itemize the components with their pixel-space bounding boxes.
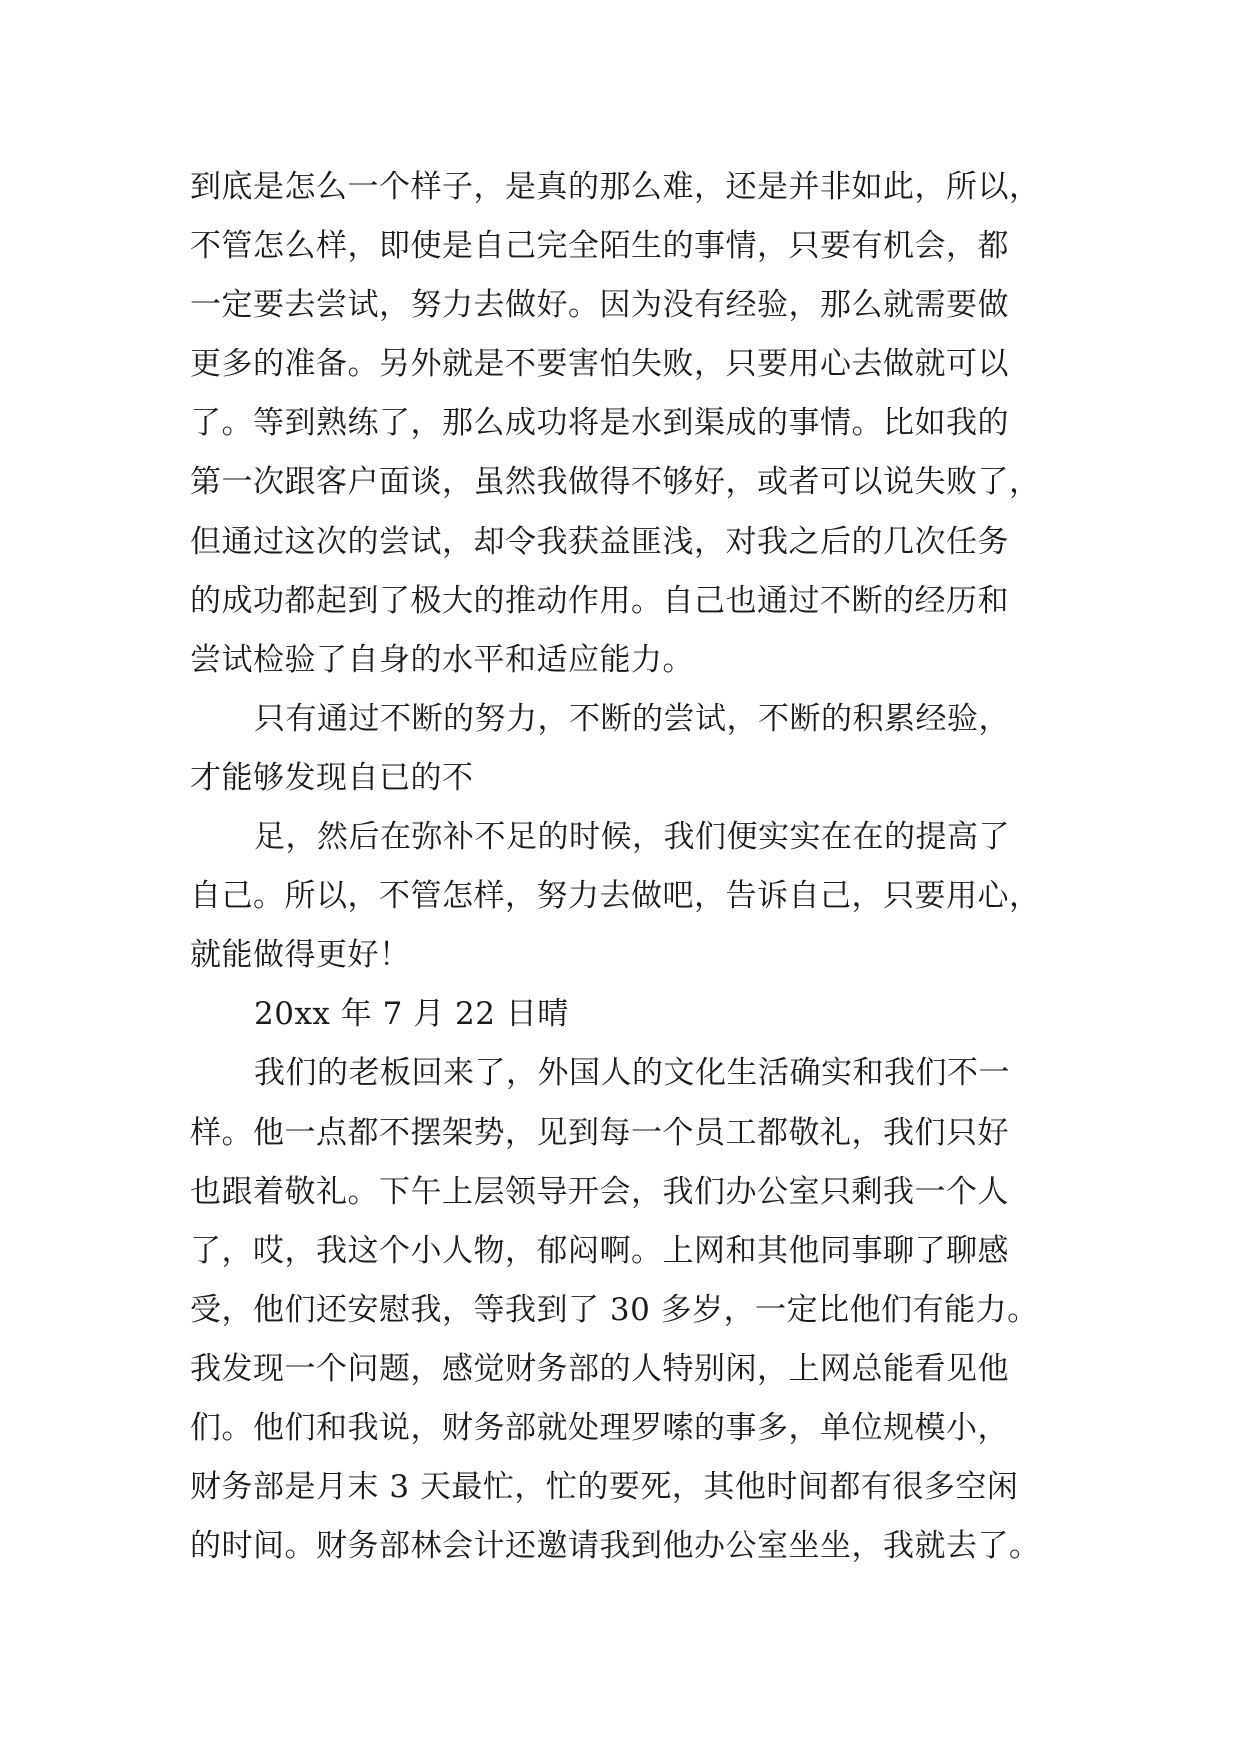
paragraph-first-line: 只有通过不断的努力，不断的尝试，不断的积累经验， <box>254 700 1010 737</box>
text-line: 第一次跟客户面谈，虽然我做得不够好，或者可以说失败了， <box>190 464 1041 501</box>
paragraph-first-line: 足，然后在弥补不足的时候，我们便实实在在的提高了 <box>254 819 1010 856</box>
text-line: 受，他们还安慰我，等我到了 30 多岁，一定比他们有能力。 <box>190 1291 1039 1328</box>
text-line: 更多的准备。另外就是不要害怕失败，只要用心去做就可以 <box>190 346 1009 383</box>
paragraph-first-line: 我们的老板回来了，外国人的文化生活确实和我们不一 <box>254 1055 1010 1092</box>
diary-date-line: 20xx 年 7 月 22 日晴 <box>254 996 569 1033</box>
text-line: 的成功都起到了极大的推动作用。自己也通过不断的经历和 <box>190 582 1009 619</box>
text-line: 了。等到熟练了，那么成功将是水到渠成的事情。比如我的 <box>190 405 1009 442</box>
text-line: 尝试检验了自身的水平和适应能力。 <box>190 641 694 678</box>
text-line: 但通过这次的尝试，却令我获益匪浅，对我之后的几次任务 <box>190 523 1009 560</box>
text-line: 到底是怎么一个样子，是真的那么难，还是并非如此，所以， <box>190 169 1041 205</box>
text-line: 我发现一个问题，感觉财务部的人特别闲，上网总能看见他 <box>190 1350 1009 1387</box>
text-line: 自己。所以，不管怎样，努力去做吧，告诉自己，只要用心， <box>190 878 1041 915</box>
text-line: 样。他一点都不摆架势，见到每一个员工都敬礼，我们只好 <box>190 1114 1009 1151</box>
text-line: 不管怎么样，即使是自己完全陌生的事情，只要有机会，都 <box>190 228 1009 265</box>
document-body <box>190 158 1070 1576</box>
text-line: 就能做得更好！ <box>190 937 411 974</box>
text-line: 们。他们和我说，财务部就处理罗嗦的事多，单位规模小， <box>190 1409 1009 1446</box>
text-line: 才能够发现自已的不 <box>190 759 474 796</box>
text-line: 的时间。财务部林会计还邀请我到他办公室坐坐，我就去了。 <box>190 1528 1041 1565</box>
text-line: 也跟着敬礼。下午上层领导开会，我们办公室只剩我一个人 <box>190 1173 1009 1210</box>
text-line: 了，哎，我这个小人物，郁闷啊。上网和其他同事聊了聊感 <box>190 1232 1009 1269</box>
text-line: 财务部是月末 3 天最忙，忙的要死，其他时间都有很多空闲 <box>190 1469 1019 1506</box>
text-line: 一定要去尝试，努力去做好。因为没有经验，那么就需要做 <box>190 287 1009 324</box>
